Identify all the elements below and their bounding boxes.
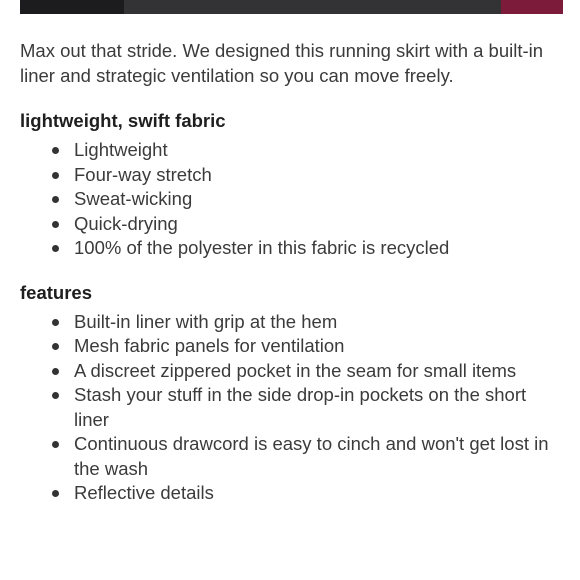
list-item-text: Continuous drawcord is easy to cinch and won't get lost in the wash xyxy=(74,433,549,479)
list-item xyxy=(20,310,565,335)
list-item xyxy=(20,163,565,188)
list-item-text: Four-way stretch xyxy=(74,163,212,185)
bullet-icon xyxy=(52,343,59,350)
features-list xyxy=(20,310,565,506)
image-segment-dark xyxy=(20,0,124,14)
product-details xyxy=(20,38,565,506)
list-item-text: A discreet zippered pocket in the seam for small items xyxy=(74,359,517,381)
bullet-icon xyxy=(52,368,59,375)
list-item-text: Reflective details xyxy=(74,482,214,503)
bullet-icon xyxy=(52,172,59,179)
list-item-text: Lightweight xyxy=(74,139,168,160)
bullet-icon xyxy=(52,490,59,497)
list-item-text: Quick-drying xyxy=(74,212,178,234)
list-item xyxy=(20,383,565,432)
list-item xyxy=(20,212,565,237)
bullet-icon xyxy=(52,319,59,326)
product-description: Max out that stride. We designed this running skirt with a built-in liner and strategic ventilation so you can move freely. xyxy=(20,40,544,86)
image-segment-gray xyxy=(124,0,501,14)
bullet-icon xyxy=(52,245,59,252)
bullet-icon xyxy=(52,196,59,203)
list-item-text: Built-in liner with grip at the hem xyxy=(74,310,338,332)
list-item-text: Stash your stuff in the side drop-in pockets on the short liner xyxy=(74,384,527,430)
bullet-icon xyxy=(52,221,59,228)
bullet-icon xyxy=(52,441,59,448)
product-image-strip[interactable] xyxy=(20,0,563,14)
bullet-icon xyxy=(52,392,59,399)
features-heading: features xyxy=(20,281,92,303)
list-item xyxy=(20,334,565,359)
list-item xyxy=(20,187,565,212)
bullet-icon xyxy=(52,147,59,154)
list-item-text: 100% of the polyester in this fabric is recycled xyxy=(74,237,450,258)
list-item xyxy=(20,359,565,384)
fabric-list xyxy=(20,138,565,261)
fabric-heading: lightweight, swift fabric xyxy=(20,110,226,131)
list-item xyxy=(20,138,565,163)
image-segment-accent xyxy=(501,0,563,14)
list-item xyxy=(20,481,565,506)
list-item xyxy=(20,236,565,261)
list-item-text: Mesh fabric panels for ventilation xyxy=(74,335,345,356)
list-item xyxy=(20,432,565,481)
list-item-text: Sweat-wicking xyxy=(74,188,193,209)
